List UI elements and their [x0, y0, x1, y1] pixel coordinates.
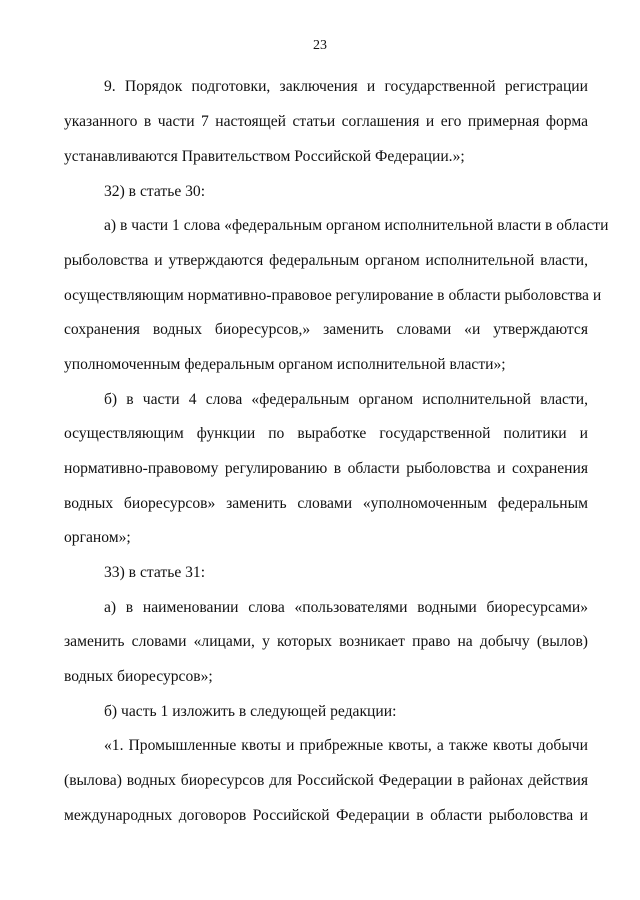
text-line-17: заменить словами «лицами, у которых возникает право на добычу (вылов): [64, 633, 588, 650]
text-line-8: сохранения водных биоресурсов,» заменить словами «и утверждаются: [64, 321, 588, 338]
text-line-18: водных биоресурсов»;: [64, 668, 213, 685]
text-line-20: «1. Промышленные квоты и прибрежные квоты, а также квоты добычи: [104, 737, 588, 754]
text-line-3: устанавливаются Правительством Российской Федерации.»;: [64, 148, 465, 165]
text-line-6: рыболовства и утверждаются федеральным органом исполнительной власти,: [64, 252, 588, 269]
text-line-12: нормативно-правовому регулированию в области рыболовства и сохранения: [64, 460, 588, 477]
text-line-9: уполномоченным федеральным органом исполнительной власти»;: [64, 356, 506, 373]
page-number: 23: [313, 38, 327, 53]
text-line-2: указанного в части 7 настоящей статьи соглашения и его примерная форма: [64, 113, 588, 130]
text-line-7: осуществляющим нормативно-правовое регулирование в области рыболовства и: [64, 287, 602, 304]
text-line-16: а) в наименовании слова «пользователями водными биоресурсами»: [104, 599, 588, 616]
text-line-10: б) в части 4 слова «федеральным органом исполнительной власти,: [104, 391, 588, 408]
text-line-13: водных биоресурсов» заменить словами «уполномоченным федеральным: [64, 495, 588, 512]
text-line-15: 33) в статье 31:: [104, 564, 206, 581]
text-line-4: 32) в статье 30:: [104, 183, 206, 200]
text-line-11: осуществляющим функции по выработке государственной политики и: [64, 425, 588, 442]
text-line-22: международных договоров Российской Федерации в области рыболовства и: [64, 807, 588, 824]
text-line-5: а) в части 1 слова «федеральным органом исполнительной власти в области: [104, 217, 609, 234]
text-line-14: органом»;: [64, 529, 131, 546]
text-line-1: 9. Порядок подготовки, заключения и государственной регистрации: [104, 78, 588, 95]
text-line-21: (вылова) водных биоресурсов для Российской Федерации в районах действия: [64, 772, 588, 789]
text-line-19: б) часть 1 изложить в следующей редакции:: [104, 703, 397, 720]
